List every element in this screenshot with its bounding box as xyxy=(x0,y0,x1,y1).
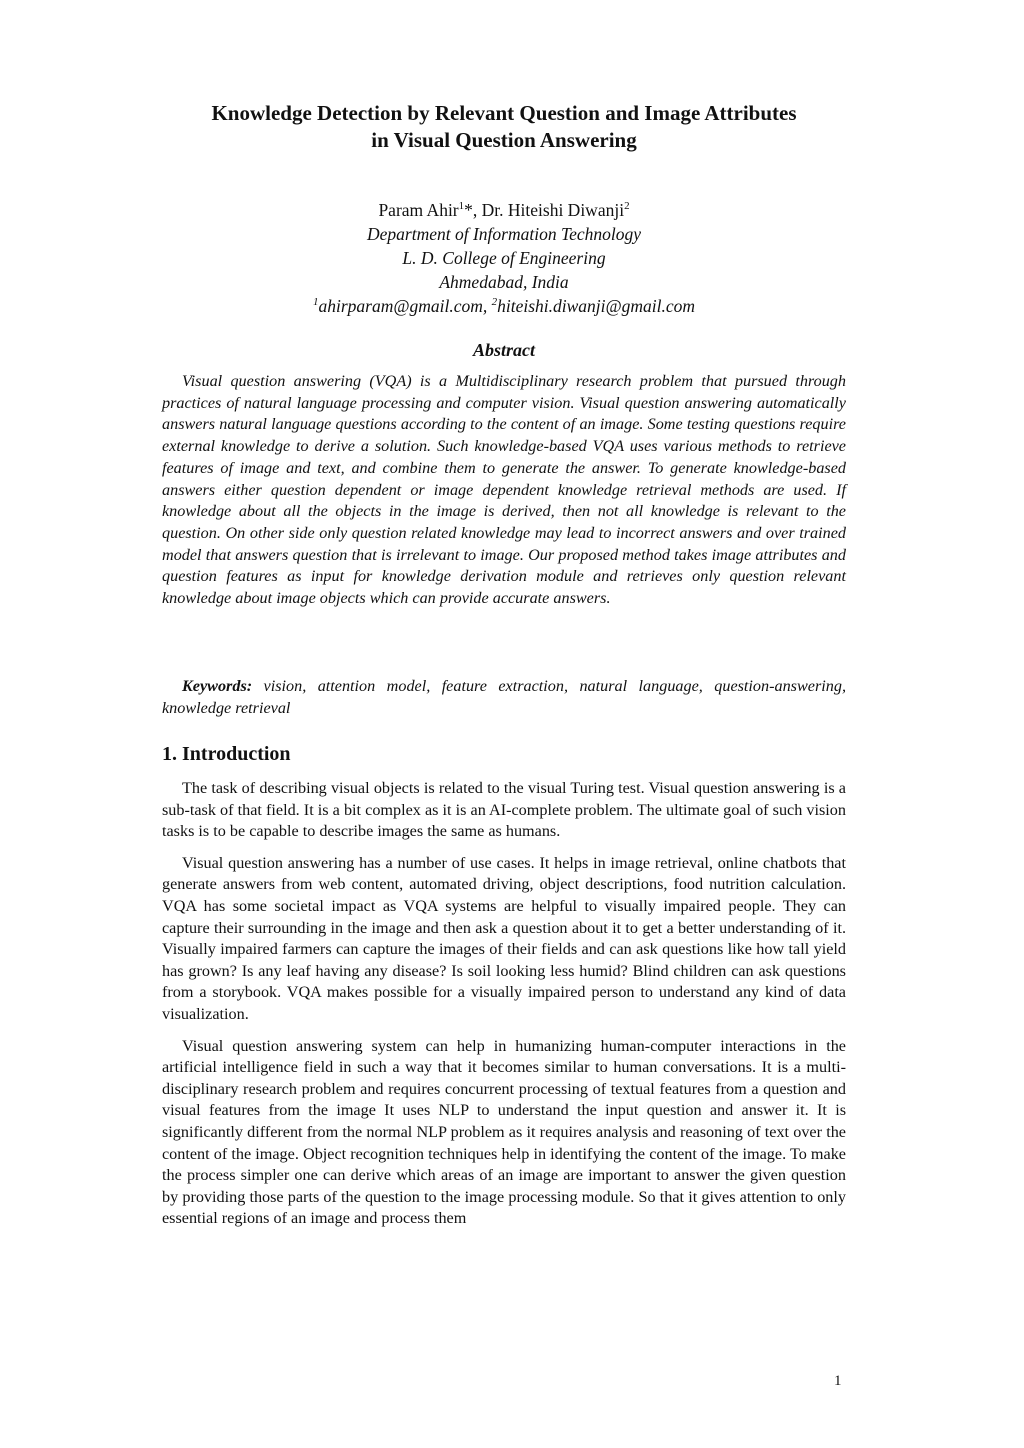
paper-title xyxy=(162,100,846,154)
intro-paragraph-3: Visual question answering system can help in humanizing human-computer interactions in the artificial intelligence field in such a way that it becomes similar to human conversations. It is a multi-disciplinary research problem and requires concurrent processing of textual features from a question and visual features from the image It uses NLP to understand the input question and answer it. It is significantly different from the normal NLP problem as it requires analysis and reasoning of text over the content of the image. Object recognition techniques help in identifying the content of the image. To make the process simpler one can derive which areas of an image are important to answer the given question by providing those parts of the question to the image processing module. So that it gives attention to only essential regions of an image and process them xyxy=(162,1036,846,1228)
location: Ahmedabad, India xyxy=(439,272,569,292)
keywords-text: vision, attention model, feature extraction, natural language, question-answering, knowledge retrieval xyxy=(162,677,846,717)
introduction-body xyxy=(162,778,846,1240)
college: L. D. College of Engineering xyxy=(402,248,606,268)
author-1-mark: *, xyxy=(464,200,482,220)
intro-paragraph-1: The task of describing visual objects is related to the visual Turing test. Visual question answering is a sub-task of that field. It is a bit complex as it is an AI-complete problem. The ultimate goal of such vision tasks is to be capable to describe images the same as humans. xyxy=(162,779,846,841)
email-2: hiteishi.diwanji@gmail.com xyxy=(497,296,696,316)
department: Department of Information Technology xyxy=(367,224,641,244)
abstract-heading: Abstract xyxy=(472,340,535,360)
title-line-2: in Visual Question Answering xyxy=(371,128,637,152)
email-1-sup: 1 xyxy=(312,296,319,308)
author-2-affiliation: 2 xyxy=(624,200,630,212)
abstract-body xyxy=(162,371,846,610)
keywords-paragraph xyxy=(162,676,846,719)
email-line xyxy=(162,294,846,318)
page-number: 1 xyxy=(834,1373,842,1389)
keywords-label: Keywords: xyxy=(182,677,253,695)
email-2-sup: 2 xyxy=(491,296,498,308)
intro-paragraph-2: Visual question answering has a number of use cases. It helps in image retrieval, online chatbots that generate answers from web content, automated driving, object descriptions, food nutrition calculation. VQA has some societal impact as VQA systems are helpful to visually impaired people. They can capture their surrounding in the image and then ask a question about it to get a better understanding of it. Visually impaired farmers can capture the images of their fields and can ask questions like how tall yield has grown? Is any leaf having any disease? Is soil looking less humid? Blind children can ask questions from a storybook. VQA makes possible for a visually impaired person to understand any kind of data visualization. xyxy=(162,853,846,1023)
email-1: ahirparam@gmail.com, xyxy=(318,296,492,316)
author-1-name: Param Ahir xyxy=(378,200,459,220)
abstract-text: Visual question answering (VQA) is a Multidisciplinary research problem that pursued through practices of natural language processing and computer vision. Visual question answering automatically answers natural language questions according to the content of an image. Some testing questions require external knowledge to derive a solution. Such knowledge-based VQA uses various methods to retrieve features of image and text, and combine them to generate the answer. To generate knowledge-based answers either question dependent or image dependent knowledge retrieval methods are used. If knowledge about all the objects in the image is derived, then not all knowledge is relevant to the question. On other side only question related knowledge may lead to incorrect answers and over trained model that answers question that is irrelevant to image. Our proposed method takes image attributes and question features as input for knowledge derivation module and retrieves only question relevant knowledge about image objects which can provide accurate answers. xyxy=(162,372,846,608)
author-1-affiliation: 1 xyxy=(458,200,465,212)
keywords-block xyxy=(162,676,846,719)
author-2-name: Dr. Hiteishi Diwanji xyxy=(481,200,625,220)
title-line-1: Knowledge Detection by Relevant Question and Image Attributes xyxy=(211,101,797,125)
section-heading-introduction: 1. Introduction xyxy=(162,743,291,765)
author-line xyxy=(162,198,846,222)
author-block xyxy=(162,198,846,318)
